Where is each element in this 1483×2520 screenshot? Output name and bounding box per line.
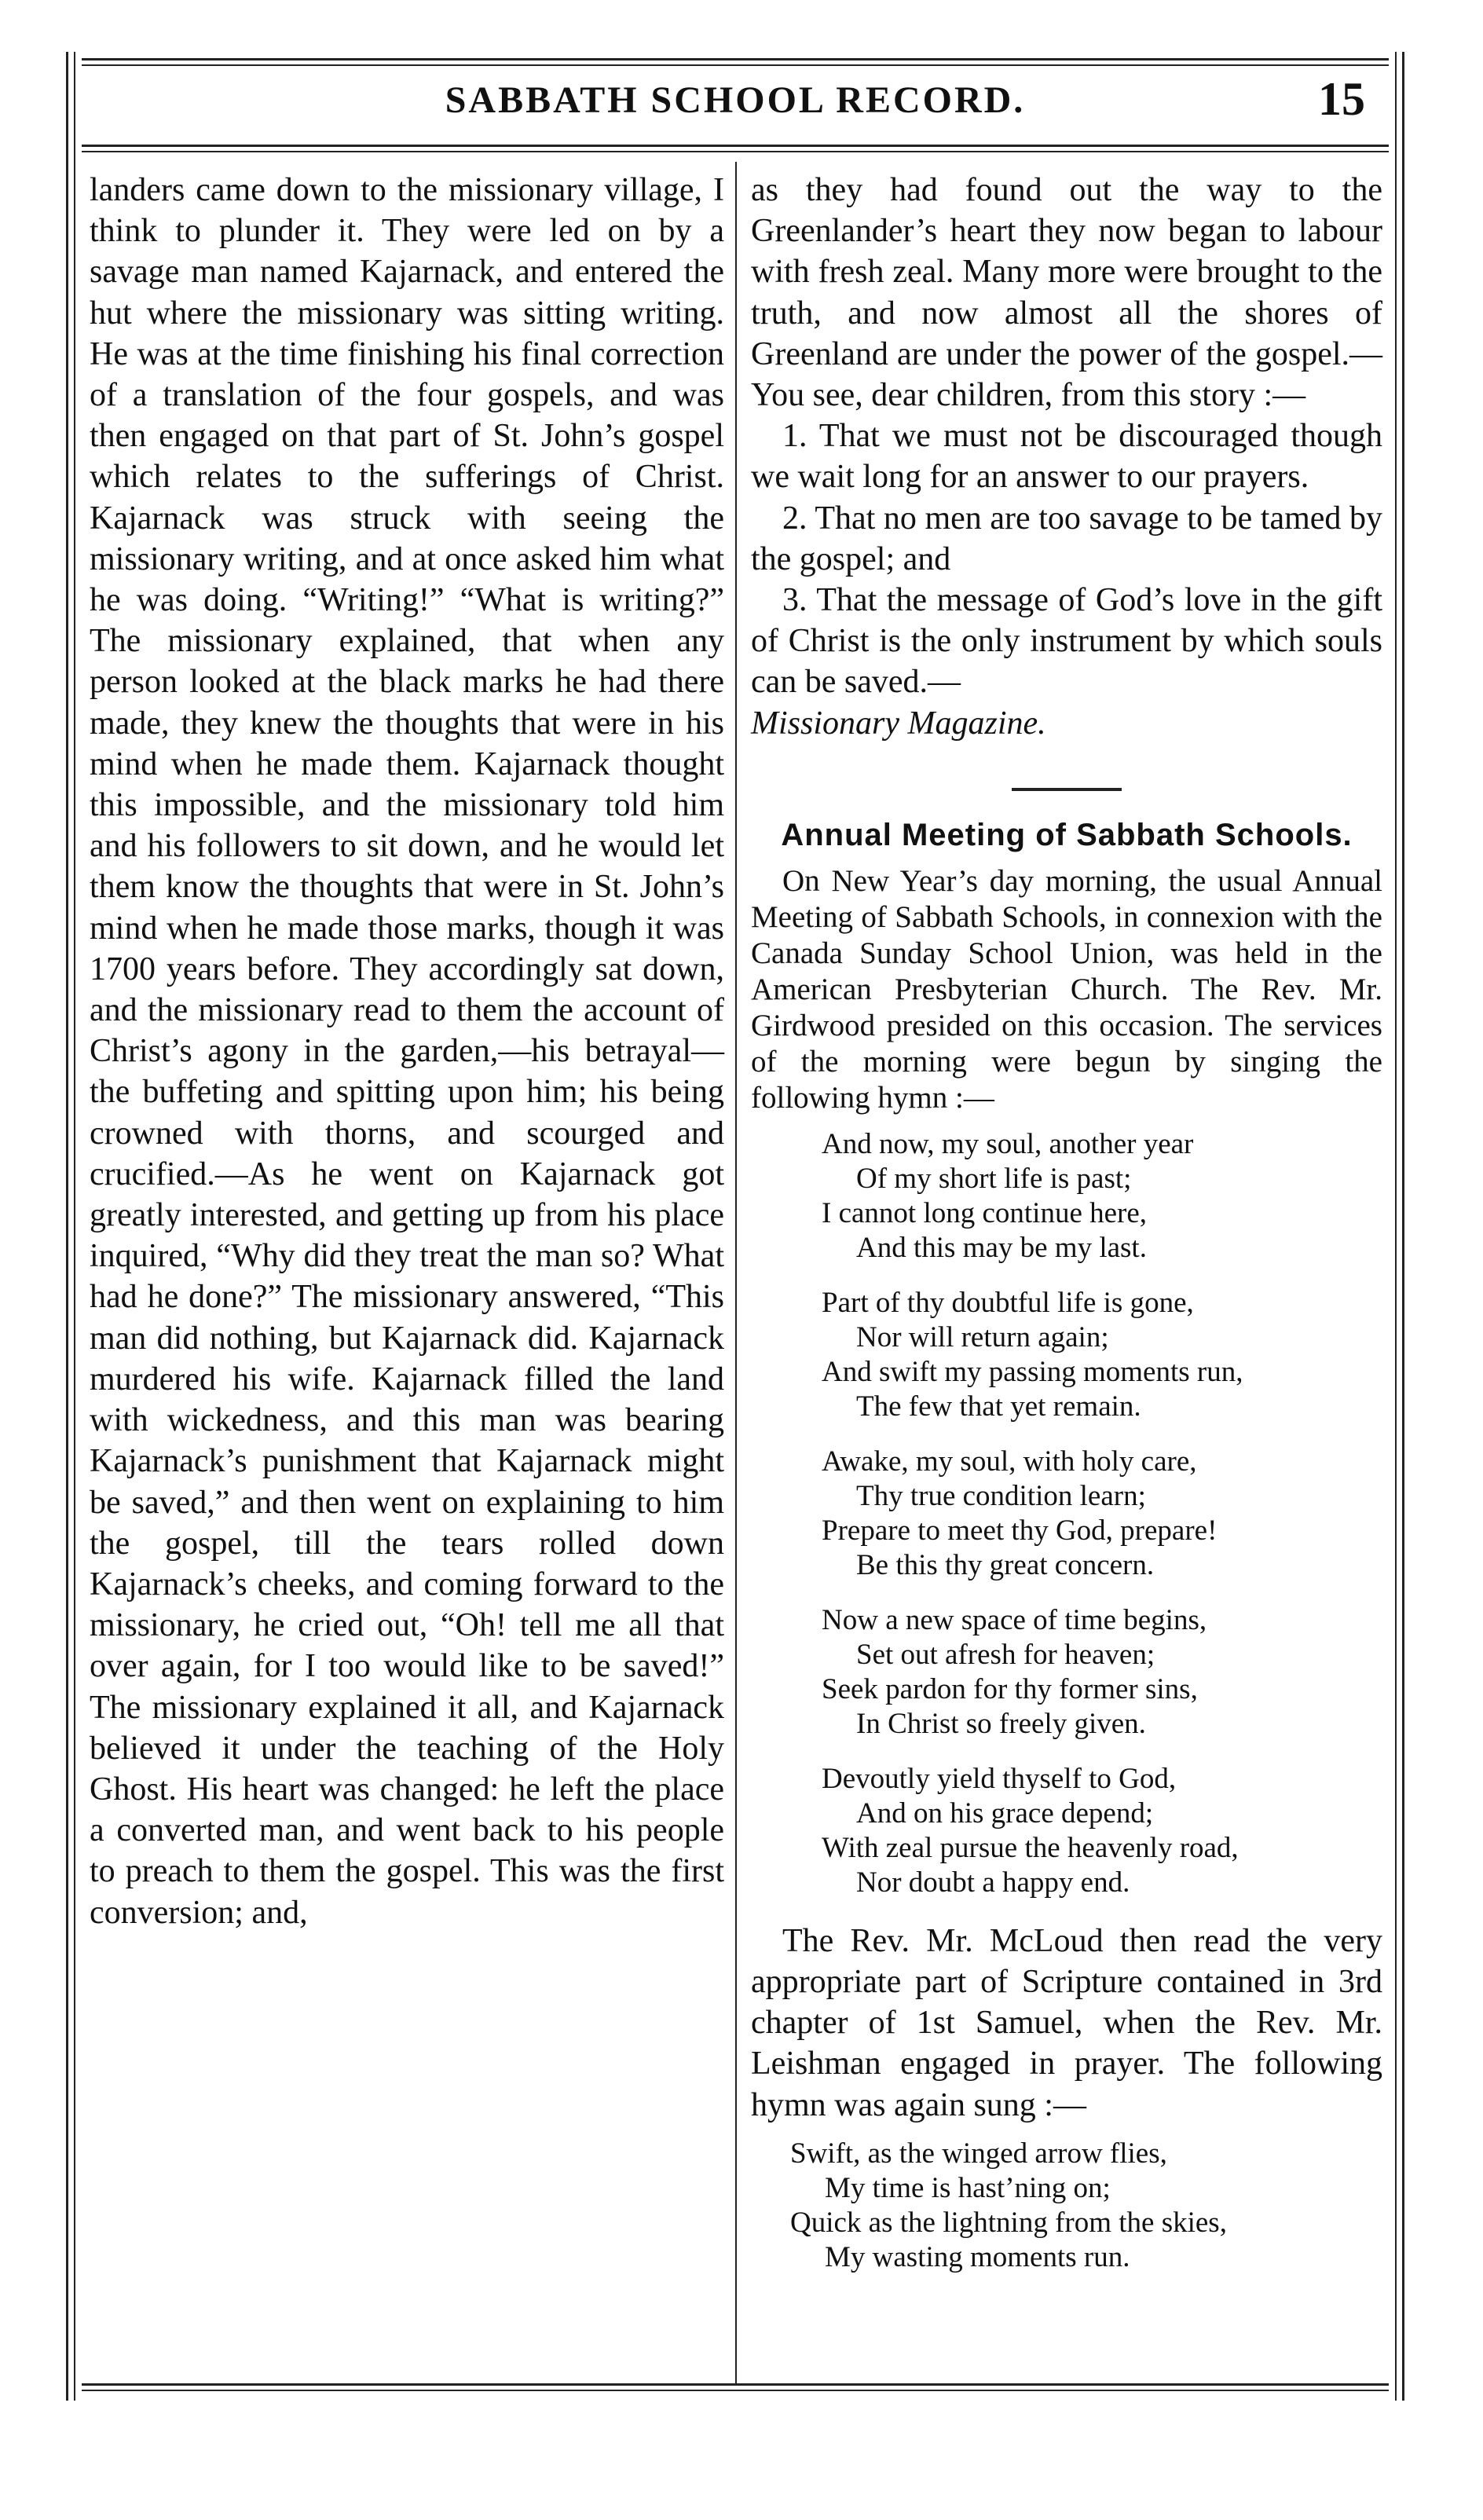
- lesson-item: 2. That no men are too savage to be tamed by the gospel; and: [751, 500, 1382, 577]
- printed-page: [63, 52, 1408, 2401]
- hymn-line: Devoutly yield thyself to God,: [822, 1762, 1177, 1795]
- story-paragraph: landers came down to the missionary village, I think to plunder it. They were led on by a savage man named Kajarnack, and entered the hut where the missionary was sitting writing. He was at the time finishing his final correction of a translation of the four gospels, and was then engaged on that part of St. John’s gospel which relates to the sufferings of Christ. Kajarnack was struck with seeing the missionary writing, and at once asked him what he was doing. “Writing!” “What is writing?” The missionary explained, that when any person looked at the black marks he had there made, they knew the thoughts that were in his mind when he made them. Kajarnack thought this impossible, and the missionary told him and his followers to sit down, and he would let them know the thoughts that were in St. John’s mind when he made those marks, though it was 1700 years before. They accordingly sat down, and the missionary read to them the account of Christ’s agony in the garden,—his betrayal—the buffeting and spitting upon him; his being crowned with thorns, and scourged and crucified.—As he went on Kajarnack got greatly interested, and getting up from his place inquired, “Why did they treat the man so? What had he done?” The missionary answered, “This man did nothing, but Kajarnack did. Kajarnack murdered his wife. Kajarnack filled the land with wickedness, and this man was bearing Kajarnack’s punishment that Kajarnack might be saved,” and then went on explaining to him the gospel, till the tears rolled down Kajarnack’s cheeks, and coming forward to the missionary, he cried out, “Oh! tell me all that over again, for I too would like to be saved!” The missionary explained it all, and Kajarnack believed it under the teaching of the Holy Ghost. His heart was changed: he left the place a converted man, and went back to his people to preach to them the gospel. This was the first conversion; and,: [90, 172, 724, 1931]
- column-divider: [735, 162, 737, 2385]
- lesson-item: 1. That we must not be discouraged though we wait long for an answer to our prayers.: [751, 418, 1382, 496]
- footer-rule-inner: [82, 2390, 1389, 2391]
- hymn-stanza: [822, 1762, 1382, 1900]
- hymn-line: My time is hast’ning on;: [825, 2171, 1111, 2204]
- hymn-line: Of my short life is past;: [856, 1162, 1132, 1195]
- hymn-line: And now, my soul, another year: [822, 1127, 1194, 1160]
- hymn-line: With zeal pursue the heavenly road,: [822, 1831, 1239, 1864]
- hymn-stanza: [790, 2137, 1382, 2275]
- hymn-stanza: [822, 1603, 1382, 1742]
- page-header: [82, 52, 1389, 154]
- hymn-line: Awake, my soul, with holy care,: [822, 1445, 1197, 1478]
- page-border-left: [66, 52, 68, 2401]
- footer-rule: [82, 2383, 1389, 2386]
- hymn-line: Prepare to meet thy God, prepare!: [822, 1514, 1218, 1547]
- after-hymn-paragraph: The Rev. Mr. McLoud then read the very appropriate part of Scripture contained in 3rd chapter of 1st Samuel, when the Rev. Mr. Leishman engaged in prayer. The following hymn was again sung :—: [751, 1922, 1382, 2123]
- hymn-line: Seek pardon for thy former sins,: [822, 1672, 1198, 1705]
- page-border-left-inner: [74, 52, 75, 2401]
- header-rule-top: [82, 58, 1389, 60]
- hymn-line: My wasting moments run.: [825, 2240, 1130, 2273]
- running-title: SABBATH SCHOOL RECORD.: [445, 79, 1026, 121]
- source-citation: Missionary Magazine.: [751, 705, 1046, 742]
- hymn-line: In Christ so freely given.: [856, 1707, 1146, 1740]
- hymn-line: Quick as the lightning from the skies,: [790, 2206, 1227, 2239]
- header-rule-bottom-inner: [82, 151, 1389, 152]
- left-column: [90, 170, 724, 1933]
- header-rule-top-inner: [82, 64, 1389, 66]
- hymn-line: Part of thy doubtful life is gone,: [822, 1286, 1194, 1319]
- meeting-paragraph: On New Year’s day morning, the usual Annual Meeting of Sabbath Schools, in connexion with the Canada Sunday School Union, was held in the American Presbyterian Church. The Rev. Mr. Girdwood presided on this occasion. The services of the morning were begun by singing the following hymn :—: [751, 863, 1382, 1115]
- page-border-right: [1402, 52, 1404, 2401]
- right-column: [751, 170, 1382, 2295]
- story-continuation: as they had found out the way to the Greenlander’s heart they now began to labour with fresh zeal. Many more were brought to the truth, and now almost all the shores of Greenland are under the power of the gospel.—You see, dear children, from this story :—: [751, 172, 1382, 414]
- hymn-line: Be this thy great concern.: [856, 1548, 1155, 1581]
- hymn-line: And on his grace depend;: [856, 1797, 1154, 1830]
- hymn-line: Nor will return again;: [856, 1320, 1109, 1353]
- hymn-stanza: [822, 1286, 1382, 1424]
- hymn-line: Thy true condition learn;: [856, 1479, 1146, 1512]
- hymn-line: Now a new space of time begins,: [822, 1603, 1207, 1636]
- hymn-line: The few that yet remain.: [856, 1390, 1141, 1423]
- hymn-second: [790, 2137, 1382, 2275]
- section-heading: Annual Meeting of Sabbath Schools.: [781, 817, 1353, 852]
- page-border-right-inner: [1395, 52, 1397, 2401]
- hymn-stanza: [822, 1127, 1382, 1265]
- section-divider: [1012, 788, 1122, 791]
- page-number: 15: [1318, 73, 1365, 125]
- hymn-line: And swift my passing moments run,: [822, 1355, 1243, 1388]
- hymn-stanza: [822, 1445, 1382, 1583]
- header-rule-bottom: [82, 145, 1389, 147]
- hymn-line: Swift, as the winged arrow flies,: [790, 2137, 1167, 2170]
- hymn-line: I cannot long continue here,: [822, 1196, 1148, 1229]
- hymn-line: Nor doubt a happy end.: [856, 1866, 1130, 1899]
- hymn-first: [822, 1127, 1382, 1900]
- hymn-line: Set out afresh for heaven;: [856, 1638, 1155, 1671]
- hymn-line: And this may be my last.: [856, 1231, 1147, 1264]
- lesson-item: 3. That the message of God’s love in the gift of Christ is the only instrument by which souls can be saved.—: [751, 582, 1382, 701]
